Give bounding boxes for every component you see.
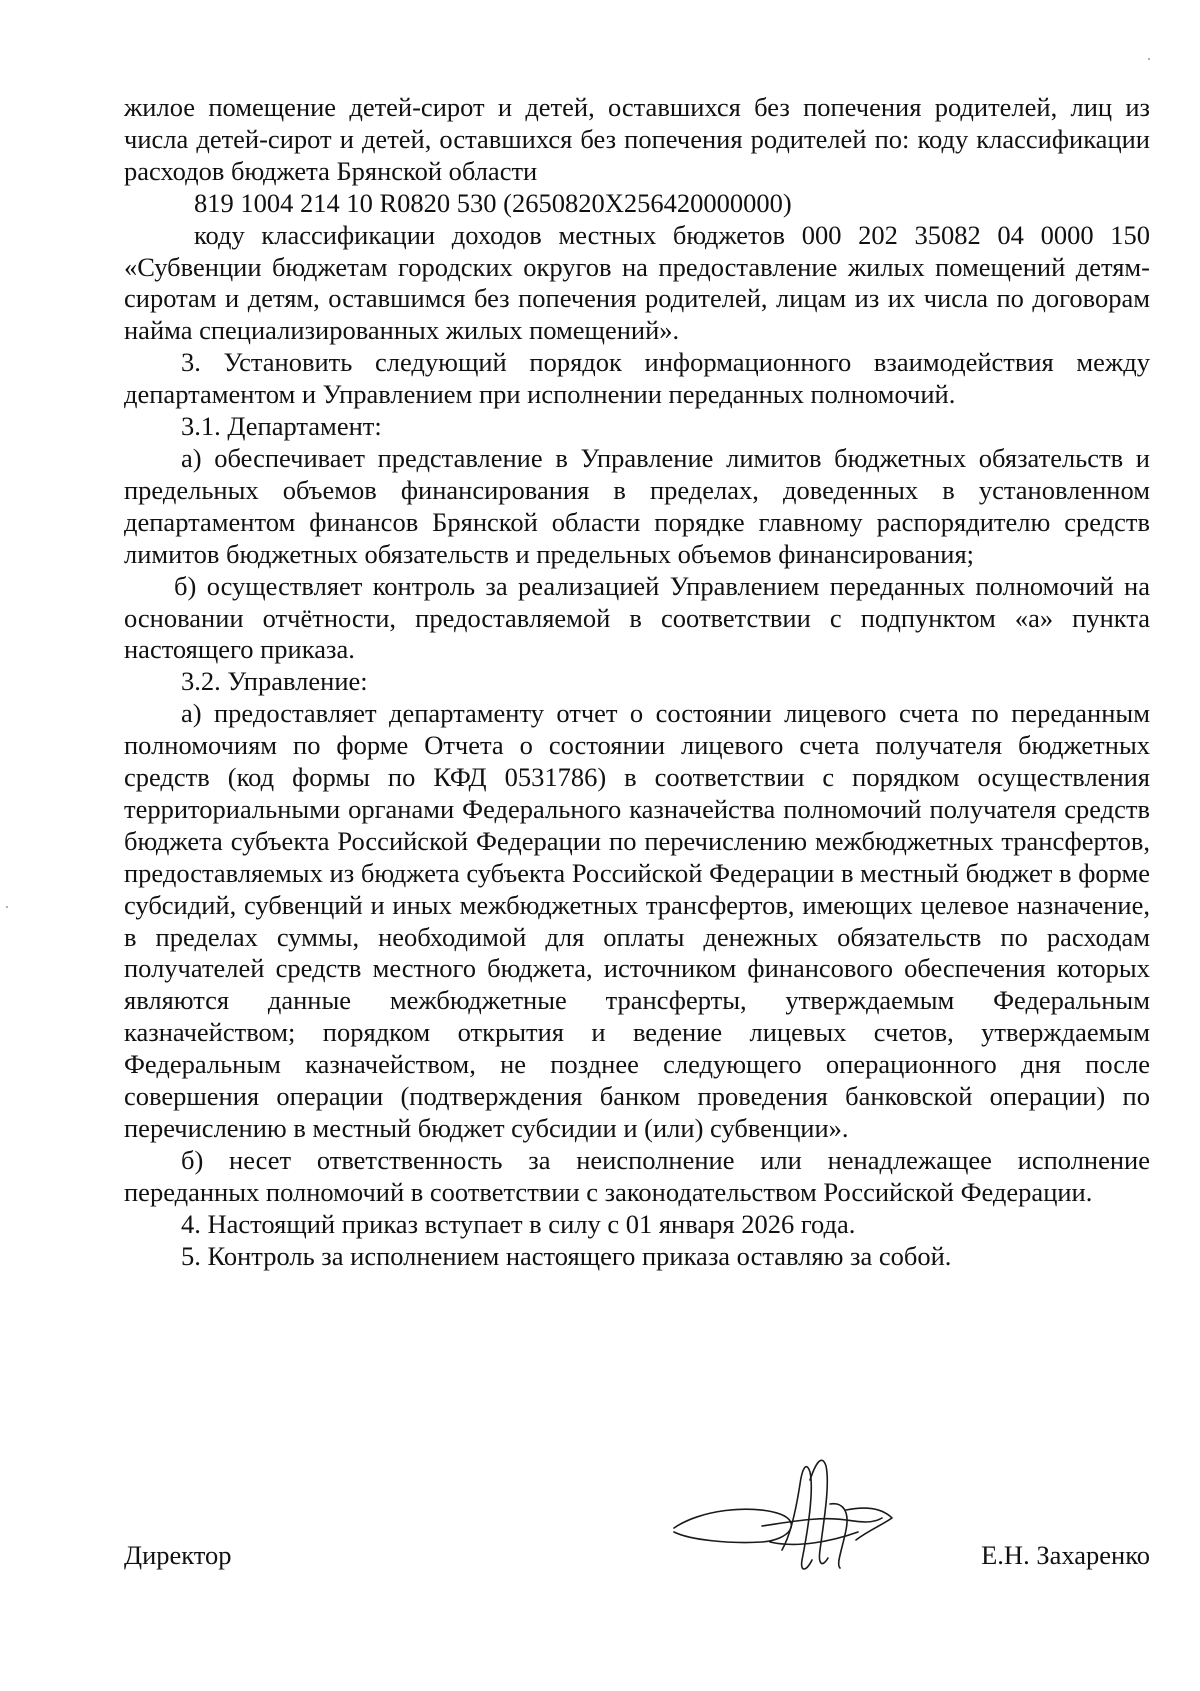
paragraph-item-4: 4. Настоящий приказ вступает в силу с 01 января 2026 года. (181, 1208, 856, 1239)
paragraph-item-3-2-heading: 3.2. Управление: (181, 666, 368, 697)
signature-row (124, 1539, 1150, 1579)
paragraph-item-3-1-b: б) осуществляет контроль за реализацией Управлением переданных полномочий на основании отчётности, предоставляемой в соответствии с подпунктом «а» пункта настоящего приказа. (124, 570, 1150, 665)
paragraph-item-5: 5. Контроль за исполнением настоящего приказа оставляю за собой. (181, 1240, 952, 1271)
paragraph-expense-code: 819 1004 214 10 R0820 530 (2650820Х256420000000) (194, 187, 792, 218)
signer-name: Е.Н. Захаренко (981, 1540, 1150, 1570)
signature-stroke (846, 1508, 892, 1540)
scan-speck (1148, 58, 1150, 60)
paragraph-item-3-2-b: б) несет ответственность за неисполнение или ненадлежащее исполнение переданных полномочий в соответствии с законодательством Российской Федерации. (124, 1144, 1150, 1207)
paragraph-item-3: 3. Установить следующий порядок информационного взаимодействия между департаментом и Управлением при исполнении переданных полномочий. (124, 347, 1150, 410)
signer-title: Директор (124, 1540, 232, 1570)
paragraph-income-code: коду классификации доходов местных бюджетов 000 202 35082 04 0000 150 «Субвенции бюджетам городских округов на предоставление жилых помещений детям-сиротам и детям, оставшимся без попечения родителей, лицам из их числа по договорам найма специализированных жилых помещений». (124, 219, 1150, 346)
paragraph-item-3-2-a: а) предоставляет департаменту отчет о состоянии лицевого счета по переданным полномочиям по форме Отчета о состоянии лицевого счета получателя бюджетных средств (код формы по КФД 0531786) в соответствии с порядком осуществления территориальными органами Федерального казначейства полномочий получателя средств бюджета субъекта Российской Федерации по перечислению межбюджетных трансфертов, предоставляемых из бюджета субъекта Российской Федерации в местный бюджет в форме субсидий, субвенций и иных межбюджетных трансфертов, имеющих целевое назначение, в пределах суммы, необходимой для оплаты денежных обязательств по расходам получателей средств местного бюджета, источником финансового обеспечения которых являются данные межбюджетные трансферты, утверждаемым Федеральным казначейством; порядком открытия и ведение лицевых счетов, утверждаемым Федеральным казначейством, не позднее следующего операционного дня после совершения операции (подтверждения банком проведения банковской операции) по перечислению в местный бюджет субсидии и (или) субвенции». (124, 698, 1150, 1143)
paragraph-item-3-1-heading: 3.1. Департамент: (181, 411, 382, 442)
scan-speck (6, 906, 8, 908)
paragraph-continuation: жилое помещение детей-сирот и детей, оставшихся без попечения родителей, лиц из числа детей-сирот и детей, оставшихся без попечения родителей по: коду классификации расходов бюджета Брянской области (124, 92, 1150, 186)
paragraph-item-3-1-a: а) обеспечивает представление в Управление лимитов бюджетных обязательств и предельных объемов финансирования в пределах, доведенных в установленном департаментом финансов Брянской области порядке главному распорядителю средств лимитов бюджетных обязательств и предельных объемов финансирования; (124, 442, 1150, 569)
signature-stroke (674, 1509, 791, 1542)
signature-stroke (762, 1518, 882, 1526)
document-body (124, 92, 1150, 1273)
